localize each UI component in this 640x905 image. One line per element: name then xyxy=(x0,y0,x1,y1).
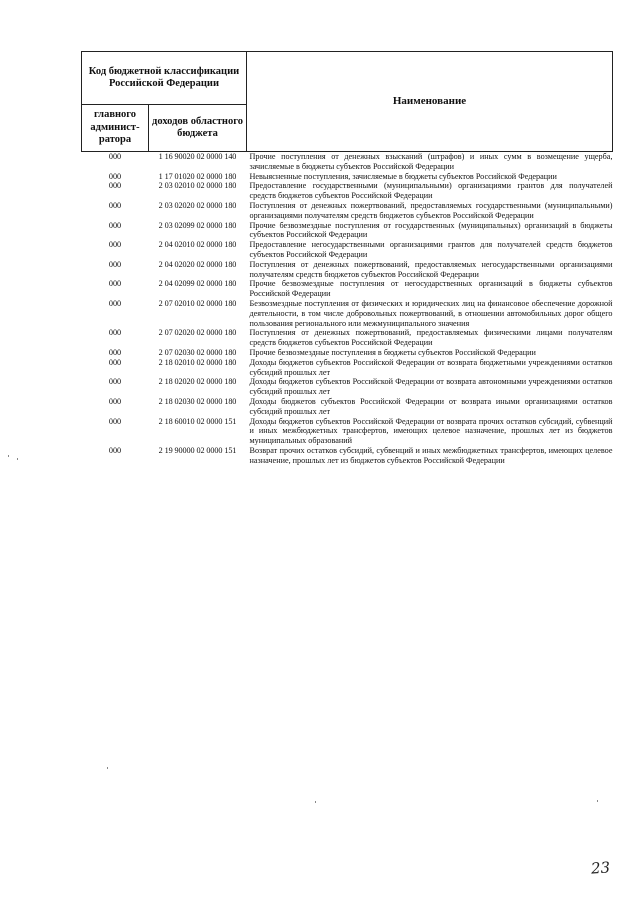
admin-code-cell: 000 xyxy=(108,181,122,191)
admin-code-cell: 000 xyxy=(108,220,122,230)
table-row xyxy=(82,397,613,417)
table-row xyxy=(82,221,613,241)
table-row xyxy=(82,240,613,260)
table-row xyxy=(82,201,613,221)
table-row xyxy=(82,279,613,299)
name-cell: Прочие безвозмездные поступления от негосударственных организаций в бюджеты субъектов Российской Федерации xyxy=(249,279,613,299)
table-row xyxy=(82,377,613,397)
table-row xyxy=(82,181,613,201)
table-body xyxy=(82,152,613,466)
name-cell: Безвозмездные поступления от физических и юридических лиц на финансовое обеспечение дорожной деятельности, в том числе добровольных пожертвований, в отношении автомобильных дорог общего пользования регионального или межмуниципального значения xyxy=(249,298,613,328)
revenue-code-cell: 2 19 90000 02 0000 151 xyxy=(158,445,237,455)
revenue-code-cell: 2 07 02030 02 0000 180 xyxy=(158,347,237,357)
name-cell: Доходы бюджетов субъектов Российской Федерации от возврата бюджетными учреждениями остатков субсидий прошлых лет xyxy=(249,357,613,377)
scan-speck xyxy=(8,455,9,457)
table-row xyxy=(82,348,613,358)
header-name: Наименование xyxy=(247,52,613,152)
admin-code-cell: 000 xyxy=(108,357,122,367)
header-group-title: Код бюджетной классификации Российской Федерации xyxy=(82,52,247,105)
revenue-code-cell: 2 04 02010 02 0000 180 xyxy=(158,240,237,250)
name-cell: Прочие безвозмездные поступления в бюджеты субъектов Российской Федерации xyxy=(249,347,536,357)
scan-speck xyxy=(17,458,18,460)
name-cell: Предоставление негосударственными организациями грантов для получателей средств бюджетов субъектов Российской Федерации xyxy=(249,240,613,259)
revenue-code-cell: 2 03 02010 02 0000 180 xyxy=(158,181,237,191)
name-cell: Доходы бюджетов субъектов Российской Федерации от возврата прочих остатков субсидий, субвенций и иных межбюджетных трансфертов, имеющих целевое назначение, прошлых лет из бюджетов муниципальных образований xyxy=(249,416,613,446)
name-cell: Предоставление государственными (муниципальными) организациями грантов для получателей средств бюджетов субъектов Российской Федерации xyxy=(249,181,613,201)
revenue-code-cell: 2 03 02099 02 0000 180 xyxy=(158,220,237,230)
admin-code-cell: 000 xyxy=(108,152,122,161)
table-row xyxy=(82,172,613,182)
table-row xyxy=(82,152,613,172)
admin-code-cell: 000 xyxy=(108,171,122,181)
header-admin: главного админист-ратора xyxy=(82,105,149,152)
admin-code-cell: 000 xyxy=(108,279,122,289)
admin-code-cell: 000 xyxy=(108,396,122,406)
revenue-code-cell: 2 04 02020 02 0000 180 xyxy=(158,259,237,269)
name-cell: Невыясненные поступления, зачисляемые в бюджеты субъектов Российской Федерации xyxy=(249,171,557,181)
name-cell: Доходы бюджетов субъектов Российской Федерации от возврата автономными учреждениями остатков субсидий прошлых лет xyxy=(249,377,613,397)
scan-speck xyxy=(315,801,316,803)
revenue-code-cell: 2 04 02099 02 0000 180 xyxy=(158,279,237,289)
table-header xyxy=(82,52,613,152)
revenue-code-cell: 2 18 02020 02 0000 180 xyxy=(158,377,237,387)
scan-speck xyxy=(107,767,108,769)
table-row xyxy=(82,417,613,446)
budget-classification-table xyxy=(81,51,613,466)
name-cell: Доходы бюджетов субъектов Российской Федерации от возврата иными организациями остатков субсидий прошлых лет xyxy=(249,396,613,416)
admin-code-cell: 000 xyxy=(108,328,122,338)
scan-speck xyxy=(597,800,598,802)
admin-code-cell: 000 xyxy=(108,259,122,269)
page-number: 23 xyxy=(590,858,611,878)
admin-code-cell: 000 xyxy=(108,298,122,308)
table-row xyxy=(82,299,613,328)
revenue-code-cell: 1 17 01020 02 0000 180 xyxy=(158,171,237,181)
admin-code-cell: 000 xyxy=(108,240,122,250)
admin-code-cell: 000 xyxy=(108,200,122,210)
name-cell: Поступления от денежных пожертвований, предоставляемых государственными (муниципальными) организациями получателям средств бюджетов субъектов Российской Федерации xyxy=(249,200,613,220)
revenue-code-cell: 2 07 02020 02 0000 180 xyxy=(158,328,237,338)
header-revenue: доходов областного бюджета xyxy=(149,105,247,152)
revenue-code-cell: 2 18 02030 02 0000 180 xyxy=(158,396,237,406)
admin-code-cell: 000 xyxy=(108,445,122,455)
name-cell: Поступления от денежных пожертвований, предоставляемых физическими лицами получателям средств бюджетов субъектов Российской Федерации xyxy=(249,328,613,348)
revenue-code-cell: 2 07 02010 02 0000 180 xyxy=(158,298,237,308)
revenue-code-cell: 2 18 02010 02 0000 180 xyxy=(158,357,237,367)
table-row xyxy=(82,260,613,280)
revenue-code-cell: 2 03 02020 02 0000 180 xyxy=(158,200,237,210)
name-cell: Прочие поступления от денежных взысканий (штрафов) и иных сумм в возмещение ущерба, зачисляемые в бюджеты субъектов Российской Федерации xyxy=(249,152,613,171)
table-row xyxy=(82,358,613,378)
revenue-code-cell: 1 16 90020 02 0000 140 xyxy=(158,152,237,161)
admin-code-cell: 000 xyxy=(108,416,122,426)
name-cell: Поступления от денежных пожертвований, предоставляемых негосударственными организациями получателям средств бюджетов субъектов Российской Федерации xyxy=(249,259,613,279)
revenue-code-cell: 2 18 60010 02 0000 151 xyxy=(158,416,237,426)
name-cell: Возврат прочих остатков субсидий, субвенций и иных межбюджетных трансфертов, имеющих целевое назначение, прошлых лет из бюджетов субъектов Российской Федерации xyxy=(249,445,613,465)
table-row xyxy=(82,328,613,348)
table-row xyxy=(82,446,613,466)
admin-code-cell: 000 xyxy=(108,347,122,357)
admin-code-cell: 000 xyxy=(108,377,122,387)
name-cell: Прочие безвозмездные поступления от государственных (муниципальных) организаций в бюджеты субъектов Российской Федерации xyxy=(249,220,613,240)
